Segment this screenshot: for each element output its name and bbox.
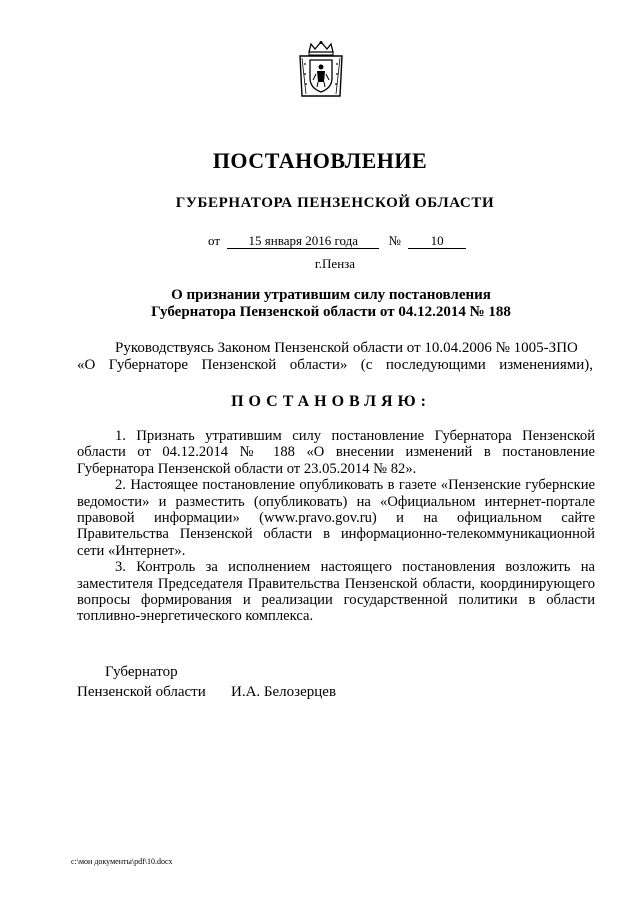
date-field: 15 января 2016 года [227,234,379,249]
clause-3: 3. Контроль за исполнением настоящего постановления возложить на заместителя Председателя Правительства Пензенской области, координирующего вопросы формирования и реализации государственной политики в области топливно-энергетического комплекса. [77,559,595,625]
city-label: г.Пенза [314,256,356,271]
number-field: 10 [408,234,466,249]
number-sign: № [388,233,401,248]
heading-line-1: О признании утратившим силу постановления [171,287,491,303]
document-title: ПОСТАНОВЛЕНИЕ [212,148,428,173]
preamble-line-2: «О Губернаторе Пензенской области» (с последующими изменениями), [77,357,593,373]
issuer-subtitle: ГУБЕРНАТОРА ПЕНЗЕНСКОЙ ОБЛАСТИ [175,195,495,211]
decree-word: ПОСТАНОВЛЯЮ: [231,393,431,410]
date-number-line [208,233,466,249]
date-prefix: от [208,233,221,248]
preamble [77,340,593,374]
signature-name: И.А. Белозерцев [231,684,337,700]
clauses-list [77,428,595,625]
preamble-line-1: Руководствуясь Законом Пензенской области от 10.04.2006 № 1005-ЗПО [115,340,578,356]
clause-1: 1. Признать утратившим силу постановление Губернатора Пензенской области от 04.12.2014 № 188 «О внесении изменений в постановление Губернатора Пензенской области от 23.05.2014 № 82». [77,428,595,477]
footer-file-path: c:\мои документы\pdf\10.docx [71,857,173,866]
signature-title: Губернатор [105,664,178,680]
heading-line-2: Губернатора Пензенской области от 04.12.2014 № 188 [151,304,511,320]
coat-of-arms-icon [296,40,346,100]
document-heading [0,287,640,321]
clause-2: 2. Настоящее постановление опубликовать в газете «Пензенские губернские ведомости» и разместить (опубликовать) на «Официальном интернет-портале правовой информации» (www.pravo.gov.ru) и на официальном сайте Правительства Пензенской области в информационно-телекоммуникационной сети «Интернет». [77,477,595,559]
signature-region: Пензенской области [77,684,206,700]
